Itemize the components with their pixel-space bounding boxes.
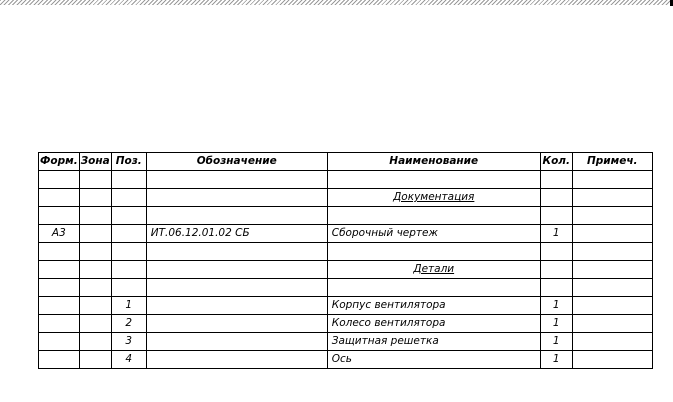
cell-name: Ось <box>327 351 540 369</box>
section-heading-parts: Детали <box>327 261 540 279</box>
cell-position: 3 <box>111 333 146 351</box>
cell-quantity: 1 <box>540 315 572 333</box>
table-row <box>39 279 653 297</box>
cell-position: 2 <box>111 315 146 333</box>
table-row <box>39 207 653 225</box>
cell-name: Колесо вентилятора <box>327 315 540 333</box>
table-row <box>39 189 653 207</box>
col-header-position: Поз. <box>111 153 146 171</box>
col-header-note: Примеч. <box>572 153 652 171</box>
table-row <box>39 261 653 279</box>
col-header-name: Наименование <box>327 153 540 171</box>
col-header-designation: Обозначение <box>146 153 327 171</box>
table-row <box>39 315 653 333</box>
cell-quantity: 1 <box>540 333 572 351</box>
cell-quantity: 1 <box>540 225 572 243</box>
specification-table <box>38 152 653 369</box>
cell-quantity: 1 <box>540 351 572 369</box>
cell-quantity: 1 <box>540 297 572 315</box>
col-header-format: Форм. <box>39 153 80 171</box>
col-header-zone: Зона <box>79 153 111 171</box>
col-header-quantity: Кол. <box>540 153 572 171</box>
table-row <box>39 351 653 369</box>
table-row <box>39 171 653 189</box>
cell-name: Сборочный чертеж <box>327 225 540 243</box>
table-row <box>39 333 653 351</box>
cell-format: А3 <box>39 225 80 243</box>
cell-name: Корпус вентилятора <box>327 297 540 315</box>
header-row <box>39 153 653 171</box>
cell-position: 4 <box>111 351 146 369</box>
top-hatch-strip <box>0 0 673 5</box>
table-row <box>39 225 653 243</box>
cell-position: 1 <box>111 297 146 315</box>
table-row <box>39 243 653 261</box>
cell-name: Защитная решетка <box>327 333 540 351</box>
table-row <box>39 297 653 315</box>
section-heading-documentation: Документация <box>327 189 540 207</box>
cell-designation: ИТ.06.12.01.02 СБ <box>146 225 327 243</box>
